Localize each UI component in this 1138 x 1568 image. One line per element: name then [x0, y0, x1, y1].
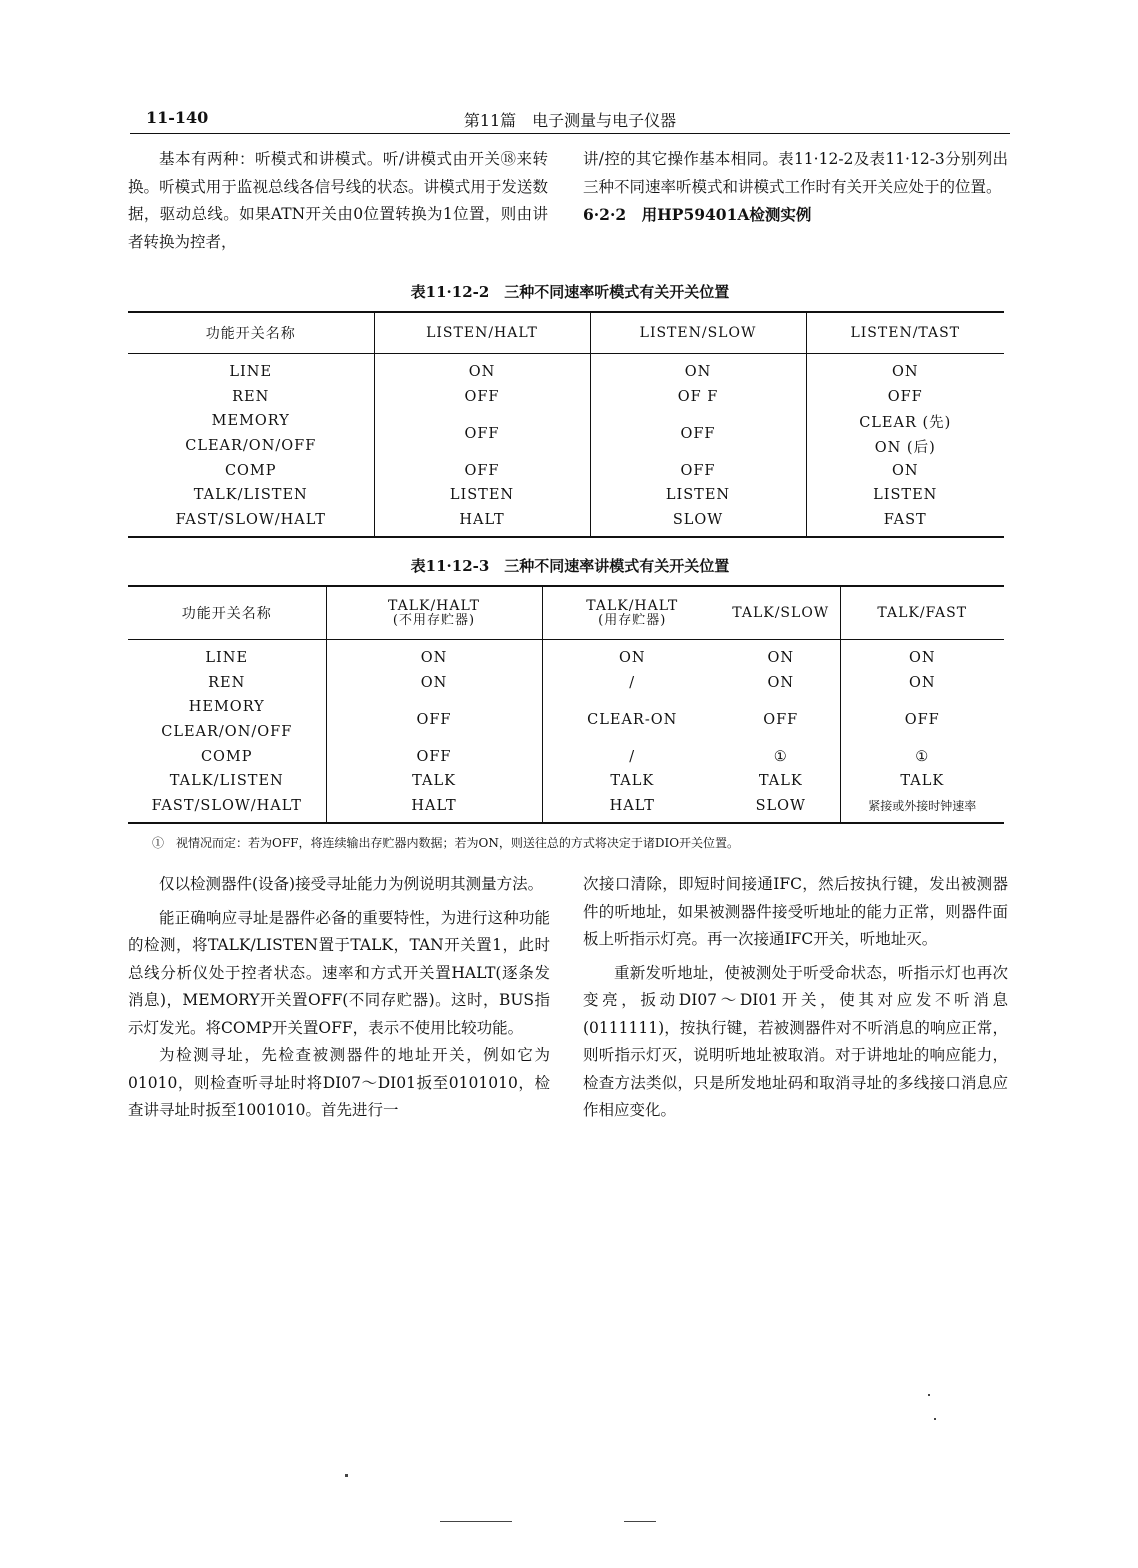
- cell-value: OFF: [806, 385, 1004, 410]
- switch-name: MEMORY: [211, 413, 290, 430]
- header-main: TALK/HALT: [586, 598, 679, 614]
- scan-speck: [928, 1394, 930, 1396]
- switch-name: TALK/LISTEN: [193, 487, 308, 504]
- scan-speck: [934, 1418, 936, 1420]
- table-row: [128, 794, 1004, 824]
- switch-name: LINE: [229, 364, 273, 381]
- table-row: [128, 640, 1004, 671]
- paragraph: 为检测寻址，先检查被测器件的地址开关，例如它为01010，则检查听寻址时将DI07～DI01扳至0101010，检查讲寻址时扳至1001010。首先进行一: [128, 1046, 550, 1119]
- table-row: [128, 458, 1004, 483]
- cell-value: HALT: [542, 794, 722, 824]
- top-left-column: [128, 146, 548, 256]
- table-row: [128, 385, 1004, 410]
- switch-name: FAST/SLOW/HALT: [151, 797, 302, 814]
- header-cell: TALK/FAST: [840, 586, 1004, 640]
- table-row: [128, 409, 1004, 434]
- paragraph: 重新发听地址，使被测处于听受命状态，听指示灯也再次变亮，扳动DI07～DI01开关，使其对应发不听消息(0111111)，按执行键，若被测器件对不听消息的响应正常，则听指示灯灭，说明听地址被取消。对于讲地址的响应能力，检查方法类似，只是所发地址码和取消寻址的多线接口消息应作相应变化。: [583, 963, 1008, 1119]
- header-rule: [130, 133, 1010, 134]
- cell-value: OFF: [840, 695, 1004, 744]
- table-row: [128, 695, 1004, 720]
- table2-talk-mode: [128, 585, 1004, 824]
- table-row: [128, 483, 1004, 508]
- cell-value: ON: [767, 650, 795, 667]
- cell-value: TALK: [326, 769, 542, 794]
- cell-value: FAST: [806, 508, 1004, 538]
- scan-speck: [345, 1474, 348, 1477]
- cell-value: LISTEN: [806, 483, 1004, 508]
- table1-caption: 表11·12-2 三种不同速率听模式有关开关位置: [410, 283, 730, 301]
- cell-value: ON: [374, 354, 590, 385]
- cell-value: OFF: [374, 409, 590, 458]
- cell-value: ON: [806, 354, 1004, 385]
- cell-value: OFF: [326, 695, 542, 744]
- paragraph: 次接口清除，即短时间接通IFC，然后按执行键，发出被测器件的听地址，如果被测器件接受听地址的能力正常，则器件面板上听指示灯亮。再一次接通IFC开关，听地址灭。: [583, 875, 1008, 948]
- switch-name: FAST/SLOW/HALT: [175, 511, 326, 528]
- cell-value: /: [542, 671, 722, 696]
- top-left-paragraph: 基本有两种：听模式和讲模式。听/讲模式由开关⑱来转换。听模式用于监视总线各信号线的状态。讲模式用于发送数据，驱动总线。如果ATN开关由0位置转换为1位置，则由讲者转换为控者，: [128, 150, 548, 251]
- table2-caption: 表11·12-3 三种不同速率讲模式有关开关位置: [410, 557, 730, 575]
- cell-value: ON: [840, 671, 1004, 696]
- page-number: 11-140: [146, 108, 209, 127]
- cell-value: SLOW: [755, 797, 806, 814]
- header-cell: LISTEN/SLOW: [590, 312, 806, 354]
- scan-speck: [440, 1521, 512, 1522]
- table1-listen-mode: [128, 311, 1004, 538]
- header-cell: LISTEN/TAST: [806, 312, 1004, 354]
- header-cell: [542, 586, 722, 640]
- cell-value: LISTEN: [590, 483, 806, 508]
- header-cell: LISTEN/HALT: [374, 312, 590, 354]
- cell-value: 紧接或外接时钟速率: [840, 794, 1004, 824]
- cell-value: TALK: [840, 769, 1004, 794]
- cell-value: ON: [326, 671, 542, 696]
- paragraph: 仅以检测器件(设备)接受寻址能力为例说明其测量方法。: [159, 875, 544, 893]
- cell-value: SLOW: [590, 508, 806, 538]
- cell-value: ON: [840, 640, 1004, 671]
- cell-value: CLEAR (先): [806, 409, 1004, 434]
- cell-value: ON (后): [806, 434, 1004, 459]
- scan-speck: [624, 1521, 656, 1522]
- switch-name: LINE: [205, 650, 249, 667]
- header-sub: (用存贮器): [598, 613, 667, 628]
- cell-value: /: [542, 744, 722, 769]
- table-header-row: [128, 586, 1004, 640]
- table-footnote: ① 视情况而定：若为OFF，将连续输出存贮器内数据；若为ON，则送往总的方式将决定于诸DIO开关位置。: [152, 836, 740, 850]
- header-cell: TALK/SLOW: [732, 605, 830, 621]
- top-right-column: [583, 146, 1008, 229]
- cell-value: OFF: [374, 458, 590, 483]
- switch-name: COMP: [200, 748, 253, 765]
- table-header-row: [128, 312, 1004, 354]
- cell-value: TALK: [758, 773, 803, 790]
- switch-name: CLEAR/ON/OFF: [185, 438, 317, 455]
- cell-value: ON: [326, 640, 542, 671]
- cell-value: OFF: [374, 385, 590, 410]
- chapter-title: 第11篇 电子测量与电子仪器: [463, 111, 677, 130]
- cell-value: ON: [590, 354, 806, 385]
- switch-name: HEMORY: [188, 699, 265, 716]
- switch-name: TALK/LISTEN: [169, 773, 284, 790]
- cell-value: ON: [806, 458, 1004, 483]
- table-row: [128, 744, 1004, 769]
- switch-name: REN: [208, 674, 246, 691]
- page-header: [130, 108, 1010, 136]
- cell-value: OFF: [763, 711, 799, 728]
- cell-value: ON: [542, 640, 722, 671]
- section-heading: 6·2·2 用HP59401A检测实例: [583, 205, 812, 224]
- cell-value: OF F: [590, 385, 806, 410]
- table-row: [128, 354, 1004, 385]
- table-row: [128, 769, 1004, 794]
- cell-value: ON: [767, 674, 795, 691]
- cell-value: LISTEN: [374, 483, 590, 508]
- cell-value: HALT: [326, 794, 542, 824]
- paragraph: 能正确响应寻址是器件必备的重要特性，为进行这种功能的检测，将TALK/LISTEN置于TALK，TAN开关置1，此时总线分析仪处于控者状态。速率和方式开关置HALT(逐条发消息)，MEMORY开关置OFF(不同存贮器)。这时，BUS指示灯发光。将COMP开关置OFF，表示不使用比较功能。: [128, 908, 550, 1037]
- cell-value: OFF: [590, 458, 806, 483]
- header-sub: (不用存贮器): [392, 613, 476, 628]
- header-cell: 功能开关名称: [205, 326, 296, 342]
- cell-value: ①: [840, 744, 1004, 769]
- switch-name: REN: [232, 388, 270, 405]
- header-main: TALK/HALT: [388, 598, 480, 614]
- cell-value: OFF: [590, 409, 806, 458]
- header-cell: [326, 586, 542, 640]
- switch-name: CLEAR/ON/OFF: [161, 724, 293, 741]
- switch-name: COMP: [224, 462, 277, 479]
- bottom-right-column: [583, 871, 1008, 1125]
- cell-value: CLEAR-ON: [542, 695, 722, 744]
- cell-value: TALK: [542, 769, 722, 794]
- header-cell: 功能开关名称: [181, 606, 272, 622]
- cell-value: OFF: [326, 744, 542, 769]
- table-row: [128, 671, 1004, 696]
- top-right-paragraph: 讲/控的其它操作基本相同。表11·12-2及表11·12-3分别列出三种不同速率听模式和讲模式工作时有关开关应处于的位置。: [583, 150, 1008, 196]
- bottom-left-column: [128, 871, 550, 1125]
- cell-value: ①: [773, 748, 788, 765]
- table-row: [128, 508, 1004, 538]
- cell-value: HALT: [374, 508, 590, 538]
